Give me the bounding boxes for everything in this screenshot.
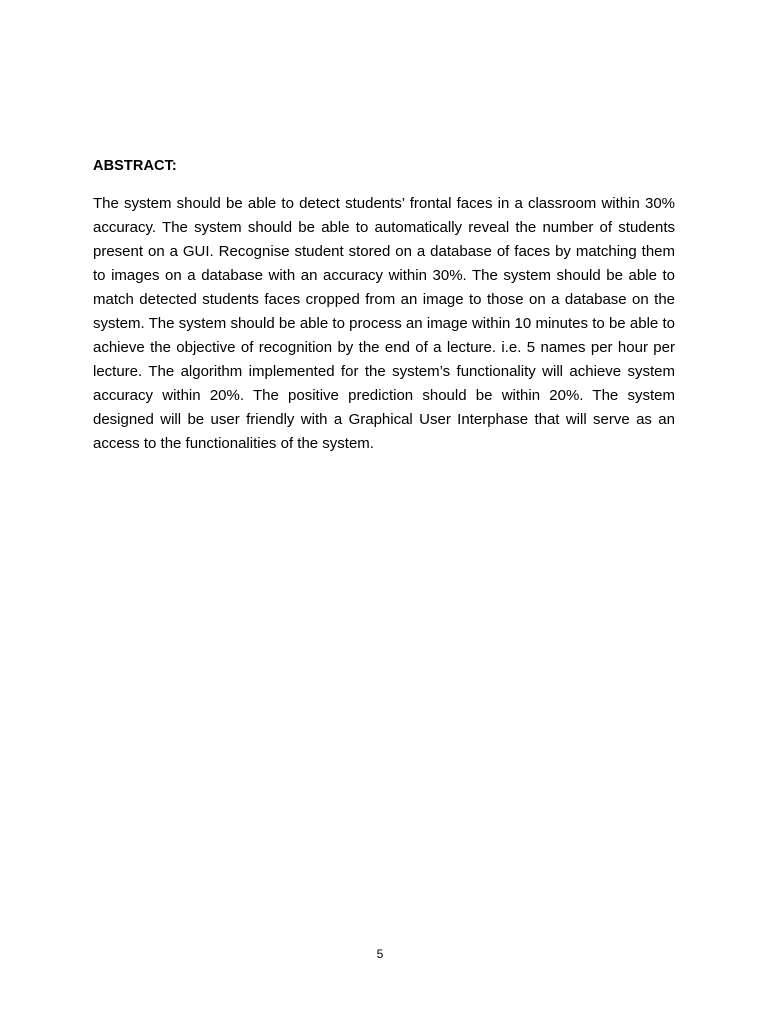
section-heading: ABSTRACT: (93, 158, 177, 174)
page-number: 5 (376, 947, 384, 961)
abstract-paragraph: The system should be able to detect students’ frontal faces in a classroom within 30% accuracy. The system should be able to automatically reveal the number of students present on a GUI. Recognise student stored on a database of faces by matching them to images on a database with an accuracy within 30%. The system should be able to match detected students faces cropped from an image to those on a database on the system. The system should be able to process an image within 10 minutes to be able to achieve the objective of recognition by the end of a lecture. i.e. 5 names per hour per lecture. The algorithm implemented for the system’s functionality will achieve system accuracy within 20%. The positive prediction should be within 20%. The system designed will be user friendly with a Graphical User Interphase that will serve as an access to the functionalities of the system. (93, 195, 675, 452)
